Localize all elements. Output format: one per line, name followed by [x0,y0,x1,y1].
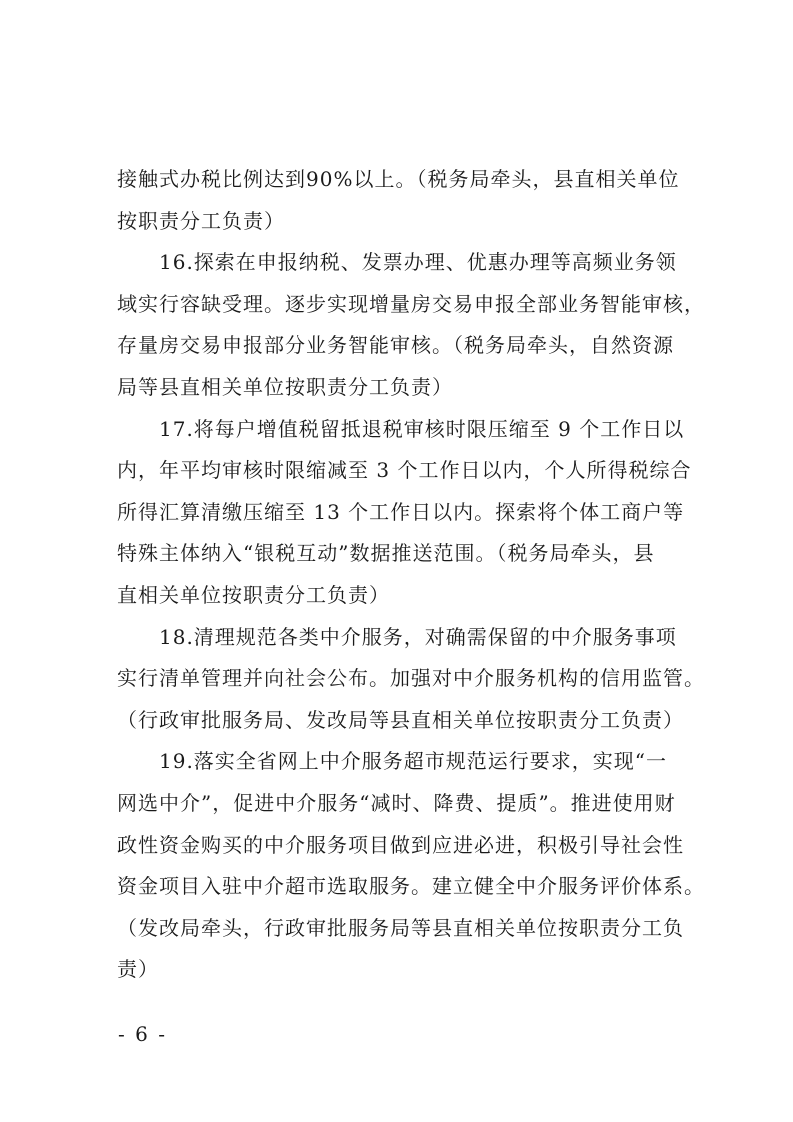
text-line: 政性资金购买的中介服务项目做到应进必进，积极引导社会性 [117,832,684,857]
item-18-line: 18.清理规范各类中介服务，对确需保留的中介服务事项 [159,624,677,649]
text-line: 按职责分工负责） [117,208,285,233]
text-line: （行政审批服务局、发改局等县直相关单位按职责分工负责） [117,707,684,732]
text-line: 内，年平均审核时限缩减至 3 个工作日以内，个人所得税综合 [117,458,692,483]
text-line: 资金项目入驻中介超市选取服务。建立健全中介服务评价体系。 [117,874,705,899]
text-line: 局等县直相关单位按职责分工负责） [117,374,453,399]
text-line: （发改局牵头，行政审批服务局等县直相关单位按职责分工负 [117,915,684,940]
text-line: 网选中介”，促进中介服务“减时、降费、提质”。推进使用财 [117,790,676,815]
text-line: 实行清单管理并向社会公布。加强对中介服务机构的信用监管。 [117,666,705,691]
text-line: 域实行容缺受理。逐步实现增量房交易申报全部业务智能审核， [117,291,705,316]
text-line: 特殊主体纳入“银税互动”数据推送范围。（税务局牵头，县 [117,541,655,566]
item-16-line: 16.探索在申报纳税、发票办理、优惠办理等高频业务领 [159,250,677,275]
item-17-line: 17.将每户增值税留抵退税审核时限压缩至 9 个工作日以 [159,416,685,441]
text-line: 直相关单位按职责分工负责） [117,582,390,607]
item-19-line: 19.落实全省网上中介服务超市规范运行要求，实现“一 [159,749,668,774]
text-line: 所得汇算清缴压缩至 13 个工作日以内。探索将个体工商户等 [117,499,685,524]
text-line: 存量房交易申报部分业务智能审核。（税务局牵头，自然资源 [117,333,674,358]
page-number: - 6 - [118,1022,167,1046]
body-text [117,159,705,991]
text-line: 接触式办税比例达到90%以上。（税务局牵头，县直相关单位 [117,167,680,191]
text-line: 责） [117,957,159,982]
